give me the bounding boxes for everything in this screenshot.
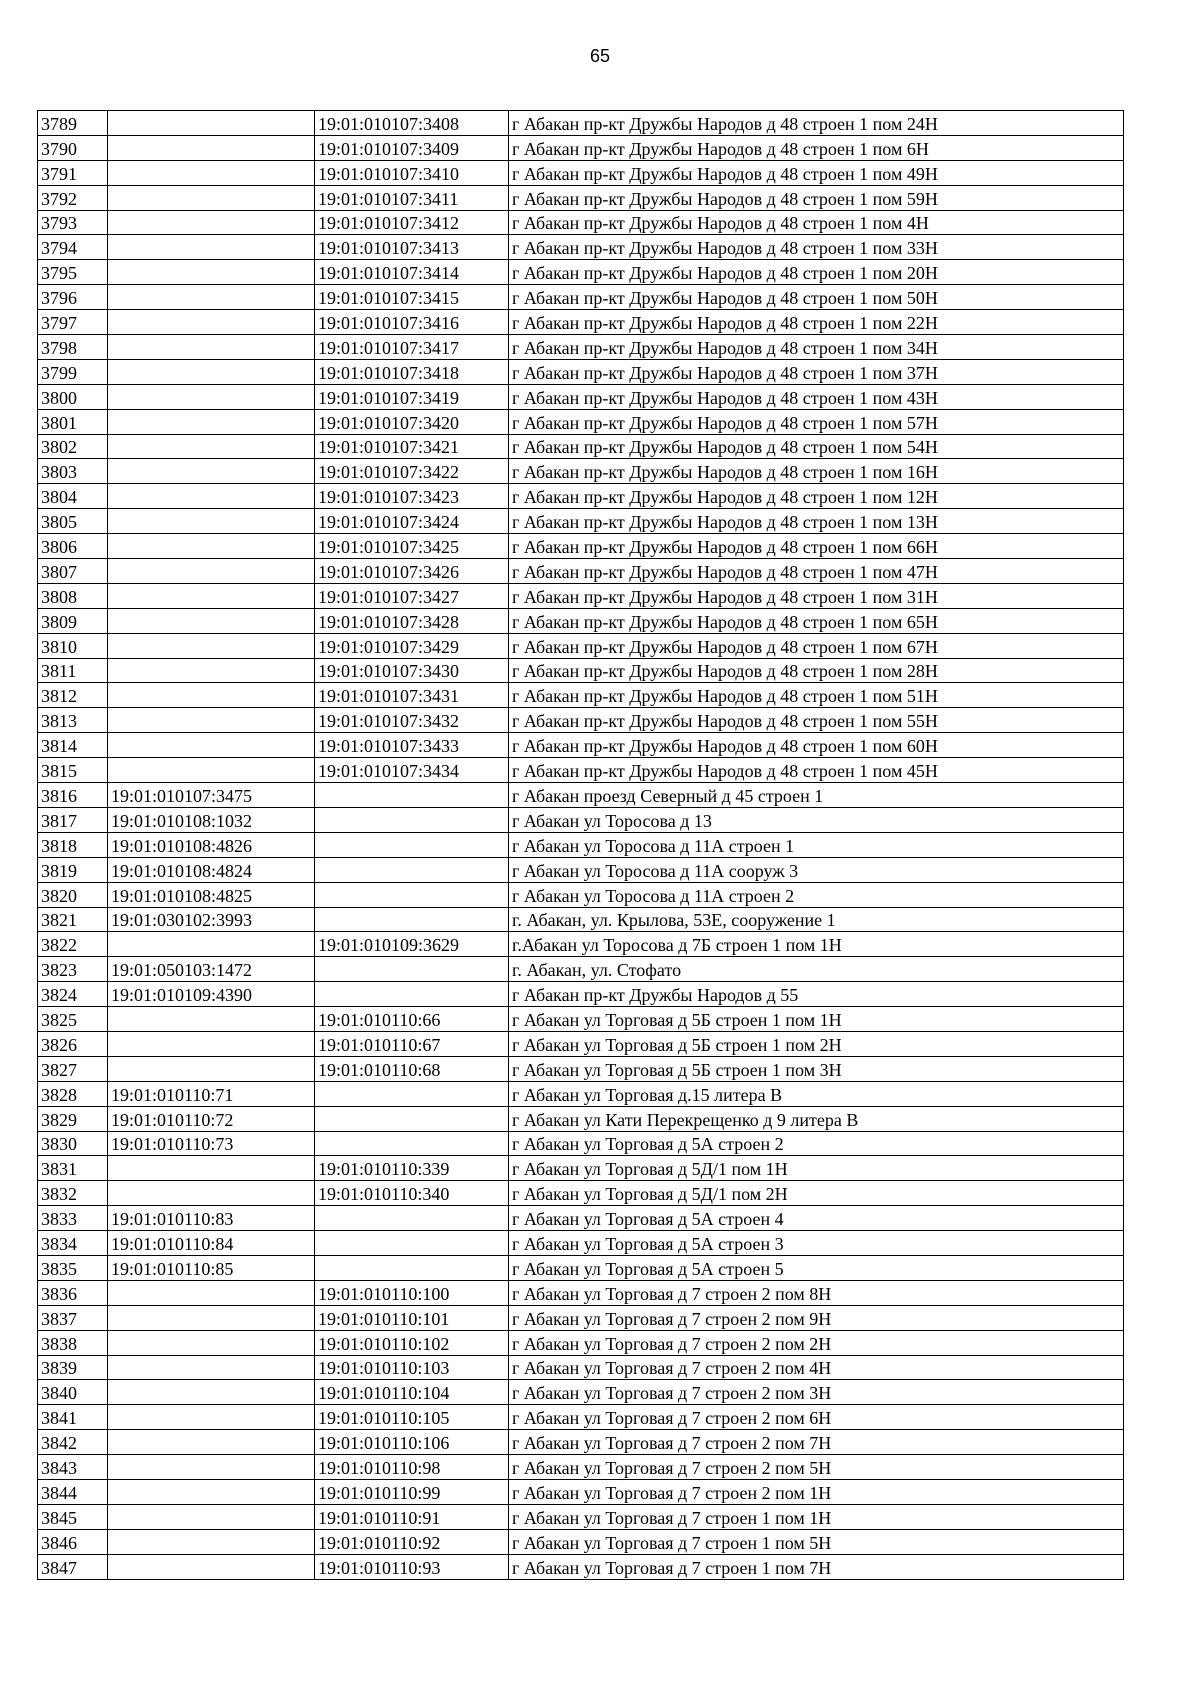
row-number-cell: 3806 <box>38 534 108 559</box>
address-cell: г Абакан ул Торговая д 5Б строен 1 пом 1Н <box>509 1007 1124 1032</box>
object-cadastral-number-cell: 19:01:010110:102 <box>315 1330 509 1355</box>
table-row <box>38 160 1124 185</box>
row-number-cell: 3814 <box>38 733 108 758</box>
object-cadastral-number-cell: 19:01:010107:3412 <box>315 210 509 235</box>
row-number-cell: 3811 <box>38 658 108 683</box>
land-cadastral-number-cell <box>108 1554 315 1579</box>
table-row <box>38 1106 1124 1131</box>
object-cadastral-number-cell <box>315 1131 509 1156</box>
object-cadastral-number-cell <box>315 1081 509 1106</box>
row-number-cell: 3807 <box>38 559 108 584</box>
land-cadastral-number-cell <box>108 708 315 733</box>
table-row <box>38 185 1124 210</box>
row-number-cell: 3801 <box>38 409 108 434</box>
address-cell: г Абакан пр-кт Дружбы Народов д 48 строен 1 пом 22Н <box>509 310 1124 335</box>
object-cadastral-number-cell <box>315 1206 509 1231</box>
row-number-cell: 3843 <box>38 1455 108 1480</box>
land-cadastral-number-cell <box>108 1479 315 1504</box>
land-cadastral-number-cell <box>108 1280 315 1305</box>
object-cadastral-number-cell: 19:01:010107:3415 <box>315 285 509 310</box>
address-cell: г Абакан пр-кт Дружбы Народов д 48 строен 1 пом 67Н <box>509 633 1124 658</box>
object-cadastral-number-cell: 19:01:010107:3421 <box>315 434 509 459</box>
page-number: 65 <box>589 46 611 66</box>
row-number-cell: 3838 <box>38 1330 108 1355</box>
row-number-cell: 3846 <box>38 1529 108 1554</box>
table-row <box>38 1156 1124 1181</box>
land-cadastral-number-cell: 19:01:010108:4826 <box>108 832 315 857</box>
row-number-cell: 3803 <box>38 459 108 484</box>
object-cadastral-number-cell: 19:01:010110:91 <box>315 1504 509 1529</box>
object-cadastral-number-cell <box>315 1106 509 1131</box>
land-cadastral-number-cell <box>108 484 315 509</box>
land-cadastral-number-cell: 19:01:010110:71 <box>108 1081 315 1106</box>
row-number-cell: 3798 <box>38 335 108 360</box>
row-number-cell: 3825 <box>38 1007 108 1032</box>
table-row <box>38 384 1124 409</box>
land-cadastral-number-cell <box>108 559 315 584</box>
object-cadastral-number-cell: 19:01:010107:3432 <box>315 708 509 733</box>
row-number-cell: 3832 <box>38 1181 108 1206</box>
land-cadastral-number-cell <box>108 1031 315 1056</box>
row-number-cell: 3821 <box>38 907 108 932</box>
address-cell: г Абакан ул Торговая д 7 строен 2 пом 2Н <box>509 1330 1124 1355</box>
land-cadastral-number-cell <box>108 285 315 310</box>
address-cell: г Абакан ул Торосова д 11А сооруж 3 <box>509 857 1124 882</box>
object-cadastral-number-cell: 19:01:010107:3426 <box>315 559 509 584</box>
land-cadastral-number-cell <box>108 1355 315 1380</box>
row-number-cell: 3826 <box>38 1031 108 1056</box>
address-cell: г Абакан пр-кт Дружбы Народов д 48 строен 1 пом 31Н <box>509 583 1124 608</box>
row-number-cell: 3796 <box>38 285 108 310</box>
object-cadastral-number-cell: 19:01:010109:3629 <box>315 932 509 957</box>
table-row <box>38 484 1124 509</box>
land-cadastral-number-cell <box>108 658 315 683</box>
object-cadastral-number-cell <box>315 783 509 808</box>
object-cadastral-number-cell: 19:01:010107:3431 <box>315 683 509 708</box>
row-number-cell: 3804 <box>38 484 108 509</box>
address-cell: г Абакан пр-кт Дружбы Народов д 48 строен 1 пом 49Н <box>509 160 1124 185</box>
row-number-cell: 3822 <box>38 932 108 957</box>
table-row <box>38 857 1124 882</box>
address-cell: г Абакан пр-кт Дружбы Народов д 48 строен 1 пом 66Н <box>509 534 1124 559</box>
table-row <box>38 135 1124 160</box>
row-number-cell: 3847 <box>38 1554 108 1579</box>
object-cadastral-number-cell: 19:01:010110:68 <box>315 1056 509 1081</box>
land-cadastral-number-cell <box>108 210 315 235</box>
object-cadastral-number-cell <box>315 957 509 982</box>
address-cell: г Абакан пр-кт Дружбы Народов д 48 строен 1 пом 37Н <box>509 359 1124 384</box>
table-row <box>38 310 1124 335</box>
address-cell: г Абакан ул Торговая д 5Б строен 1 пом 2Н <box>509 1031 1124 1056</box>
address-cell: г Абакан пр-кт Дружбы Народов д 48 строен 1 пом 50Н <box>509 285 1124 310</box>
address-cell: г.Абакан ул Торосова д 7Б строен 1 пом 1Н <box>509 932 1124 957</box>
address-cell: г Абакан ул Торговая д 7 строен 2 пом 9Н <box>509 1305 1124 1330</box>
land-cadastral-number-cell <box>108 1330 315 1355</box>
address-cell: г Абакан ул Торговая д 7 строен 2 пом 3Н <box>509 1380 1124 1405</box>
object-cadastral-number-cell: 19:01:010107:3433 <box>315 733 509 758</box>
land-cadastral-number-cell <box>108 185 315 210</box>
land-cadastral-number-cell <box>108 583 315 608</box>
row-number-cell: 3840 <box>38 1380 108 1405</box>
object-cadastral-number-cell <box>315 1231 509 1256</box>
land-cadastral-number-cell: 19:01:010107:3475 <box>108 783 315 808</box>
land-cadastral-number-cell <box>108 1156 315 1181</box>
registry-table <box>37 110 1124 1580</box>
table-row <box>38 509 1124 534</box>
table-row <box>38 608 1124 633</box>
table-row <box>38 1206 1124 1231</box>
table-row <box>38 1554 1124 1579</box>
object-cadastral-number-cell: 19:01:010107:3418 <box>315 359 509 384</box>
row-number-cell: 3823 <box>38 957 108 982</box>
object-cadastral-number-cell <box>315 807 509 832</box>
row-number-cell: 3810 <box>38 633 108 658</box>
object-cadastral-number-cell: 19:01:010110:66 <box>315 1007 509 1032</box>
object-cadastral-number-cell <box>315 857 509 882</box>
row-number-cell: 3789 <box>38 111 108 136</box>
table-row <box>38 1455 1124 1480</box>
table-row <box>38 783 1124 808</box>
land-cadastral-number-cell <box>108 1405 315 1430</box>
object-cadastral-number-cell: 19:01:010110:99 <box>315 1479 509 1504</box>
address-cell: г Абакан пр-кт Дружбы Народов д 48 строен 1 пом 47Н <box>509 559 1124 584</box>
address-cell: г Абакан ул Торговая д 5А строен 5 <box>509 1255 1124 1280</box>
land-cadastral-number-cell <box>108 608 315 633</box>
address-cell: г Абакан пр-кт Дружбы Народов д 48 строен 1 пом 12Н <box>509 484 1124 509</box>
table-row <box>38 1131 1124 1156</box>
row-number-cell: 3829 <box>38 1106 108 1131</box>
table-row <box>38 335 1124 360</box>
address-cell: г Абакан пр-кт Дружбы Народов д 48 строен 1 пом 33Н <box>509 235 1124 260</box>
land-cadastral-number-cell <box>108 509 315 534</box>
table-row <box>38 559 1124 584</box>
row-number-cell: 3818 <box>38 832 108 857</box>
address-cell: г Абакан ул Торговая д 5А строен 4 <box>509 1206 1124 1231</box>
object-cadastral-number-cell: 19:01:010107:3423 <box>315 484 509 509</box>
address-cell: г Абакан пр-кт Дружбы Народов д 55 <box>509 982 1124 1007</box>
table-row <box>38 111 1124 136</box>
table-row <box>38 683 1124 708</box>
address-cell: г Абакан пр-кт Дружбы Народов д 48 строен 1 пом 24Н <box>509 111 1124 136</box>
address-cell: г Абакан пр-кт Дружбы Народов д 48 строен 1 пом 43Н <box>509 384 1124 409</box>
object-cadastral-number-cell: 19:01:010107:3410 <box>315 160 509 185</box>
table-row <box>38 982 1124 1007</box>
land-cadastral-number-cell <box>108 459 315 484</box>
object-cadastral-number-cell <box>315 832 509 857</box>
object-cadastral-number-cell: 19:01:010107:3424 <box>315 509 509 534</box>
object-cadastral-number-cell: 19:01:010110:101 <box>315 1305 509 1330</box>
row-number-cell: 3833 <box>38 1206 108 1231</box>
object-cadastral-number-cell: 19:01:010110:105 <box>315 1405 509 1430</box>
address-cell: г Абакан ул Торговая д.15 литера В <box>509 1081 1124 1106</box>
row-number-cell: 3793 <box>38 210 108 235</box>
land-cadastral-number-cell: 19:01:010108:4825 <box>108 882 315 907</box>
table-row <box>38 1529 1124 1554</box>
land-cadastral-number-cell <box>108 758 315 783</box>
address-cell: г Абакан ул Торговая д 5А строен 2 <box>509 1131 1124 1156</box>
land-cadastral-number-cell <box>108 683 315 708</box>
object-cadastral-number-cell: 19:01:010110:103 <box>315 1355 509 1380</box>
table-row <box>38 1330 1124 1355</box>
object-cadastral-number-cell: 19:01:010107:3414 <box>315 260 509 285</box>
row-number-cell: 3800 <box>38 384 108 409</box>
object-cadastral-number-cell: 19:01:010107:3417 <box>315 335 509 360</box>
address-cell: г Абакан ул Торговая д 5Д/1 пом 1Н <box>509 1156 1124 1181</box>
object-cadastral-number-cell: 19:01:010107:3425 <box>315 534 509 559</box>
land-cadastral-number-cell: 19:01:010110:73 <box>108 1131 315 1156</box>
address-cell: г Абакан пр-кт Дружбы Народов д 48 строен 1 пом 13Н <box>509 509 1124 534</box>
table-row <box>38 409 1124 434</box>
row-number-cell: 3813 <box>38 708 108 733</box>
row-number-cell: 3819 <box>38 857 108 882</box>
object-cadastral-number-cell: 19:01:010110:104 <box>315 1380 509 1405</box>
address-cell: г Абакан ул Торговая д 7 строен 2 пом 4Н <box>509 1355 1124 1380</box>
land-cadastral-number-cell <box>108 359 315 384</box>
table-row <box>38 285 1124 310</box>
row-number-cell: 3820 <box>38 882 108 907</box>
row-number-cell: 3830 <box>38 1131 108 1156</box>
row-number-cell: 3799 <box>38 359 108 384</box>
address-cell: г Абакан пр-кт Дружбы Народов д 48 строен 1 пом 54Н <box>509 434 1124 459</box>
table-row <box>38 534 1124 559</box>
object-cadastral-number-cell: 19:01:010110:98 <box>315 1455 509 1480</box>
row-number-cell: 3836 <box>38 1280 108 1305</box>
address-cell: г Абакан ул Торговая д 5А строен 3 <box>509 1231 1124 1256</box>
table-row <box>38 1380 1124 1405</box>
address-cell: г Абакан ул Торговая д 7 строен 1 пом 1Н <box>509 1504 1124 1529</box>
table-row <box>38 459 1124 484</box>
row-number-cell: 3839 <box>38 1355 108 1380</box>
address-cell: г Абакан ул Торговая д 5Б строен 1 пом 3Н <box>509 1056 1124 1081</box>
land-cadastral-number-cell <box>108 1430 315 1455</box>
land-cadastral-number-cell: 19:01:010110:84 <box>108 1231 315 1256</box>
land-cadastral-number-cell <box>108 135 315 160</box>
table-row <box>38 1181 1124 1206</box>
object-cadastral-number-cell: 19:01:010107:3408 <box>315 111 509 136</box>
row-number-cell: 3845 <box>38 1504 108 1529</box>
row-number-cell: 3790 <box>38 135 108 160</box>
land-cadastral-number-cell <box>108 534 315 559</box>
row-number-cell: 3816 <box>38 783 108 808</box>
land-cadastral-number-cell <box>108 1007 315 1032</box>
object-cadastral-number-cell: 19:01:010110:92 <box>315 1529 509 1554</box>
object-cadastral-number-cell: 19:01:010107:3409 <box>315 135 509 160</box>
table-row <box>38 658 1124 683</box>
address-cell: г Абакан ул Торговая д 7 строен 2 пом 5Н <box>509 1455 1124 1480</box>
land-cadastral-number-cell <box>108 1181 315 1206</box>
table-row <box>38 733 1124 758</box>
object-cadastral-number-cell: 19:01:010110:339 <box>315 1156 509 1181</box>
row-number-cell: 3805 <box>38 509 108 534</box>
object-cadastral-number-cell: 19:01:010107:3430 <box>315 658 509 683</box>
row-number-cell: 3797 <box>38 310 108 335</box>
table-row <box>38 907 1124 932</box>
land-cadastral-number-cell <box>108 1380 315 1405</box>
object-cadastral-number-cell: 19:01:010107:3419 <box>315 384 509 409</box>
row-number-cell: 3842 <box>38 1430 108 1455</box>
row-number-cell: 3831 <box>38 1156 108 1181</box>
row-number-cell: 3817 <box>38 807 108 832</box>
land-cadastral-number-cell <box>108 1529 315 1554</box>
row-number-cell: 3824 <box>38 982 108 1007</box>
row-number-cell: 3812 <box>38 683 108 708</box>
address-cell: г. Абакан, ул. Стофато <box>509 957 1124 982</box>
land-cadastral-number-cell <box>108 409 315 434</box>
address-cell: г Абакан ул Торосова д 11А строен 1 <box>509 832 1124 857</box>
address-cell: г Абакан пр-кт Дружбы Народов д 48 строен 1 пом 57Н <box>509 409 1124 434</box>
object-cadastral-number-cell <box>315 882 509 907</box>
table-row <box>38 882 1124 907</box>
table-row <box>38 359 1124 384</box>
object-cadastral-number-cell: 19:01:010107:3413 <box>315 235 509 260</box>
land-cadastral-number-cell <box>108 335 315 360</box>
land-cadastral-number-cell <box>108 1305 315 1330</box>
land-cadastral-number-cell: 19:01:010108:4824 <box>108 857 315 882</box>
land-cadastral-number-cell <box>108 1056 315 1081</box>
land-cadastral-number-cell <box>108 160 315 185</box>
row-number-cell: 3792 <box>38 185 108 210</box>
address-cell: г Абакан ул Торосова д 13 <box>509 807 1124 832</box>
object-cadastral-number-cell: 19:01:010110:106 <box>315 1430 509 1455</box>
address-cell: г Абакан пр-кт Дружбы Народов д 48 строен 1 пом 65Н <box>509 608 1124 633</box>
table-row <box>38 708 1124 733</box>
row-number-cell: 3794 <box>38 235 108 260</box>
object-cadastral-number-cell <box>315 1255 509 1280</box>
row-number-cell: 3834 <box>38 1231 108 1256</box>
land-cadastral-number-cell: 19:01:050103:1472 <box>108 957 315 982</box>
table-row <box>38 260 1124 285</box>
table-row <box>38 1231 1124 1256</box>
table-row <box>38 1305 1124 1330</box>
object-cadastral-number-cell: 19:01:010107:3434 <box>315 758 509 783</box>
row-number-cell: 3795 <box>38 260 108 285</box>
address-cell: г Абакан пр-кт Дружбы Народов д 48 строен 1 пом 59Н <box>509 185 1124 210</box>
table-row <box>38 1056 1124 1081</box>
land-cadastral-number-cell <box>108 384 315 409</box>
land-cadastral-number-cell <box>108 260 315 285</box>
row-number-cell: 3844 <box>38 1479 108 1504</box>
address-cell: г Абакан ул Торговая д 7 строен 1 пом 5Н <box>509 1529 1124 1554</box>
object-cadastral-number-cell <box>315 907 509 932</box>
address-cell: г Абакан ул Кати Перекрещенко д 9 литера В <box>509 1106 1124 1131</box>
address-cell: г. Абакан, ул. Крылова, 53Е, сооружение 1 <box>509 907 1124 932</box>
table-row <box>38 758 1124 783</box>
land-cadastral-number-cell: 19:01:010110:85 <box>108 1255 315 1280</box>
address-cell: г Абакан ул Торговая д 7 строен 2 пом 7Н <box>509 1430 1124 1455</box>
table-row <box>38 235 1124 260</box>
table-row <box>38 583 1124 608</box>
object-cadastral-number-cell: 19:01:010107:3420 <box>315 409 509 434</box>
row-number-cell: 3827 <box>38 1056 108 1081</box>
address-cell: г Абакан пр-кт Дружбы Народов д 48 строен 1 пом 60Н <box>509 733 1124 758</box>
address-cell: г Абакан ул Торосова д 11А строен 2 <box>509 882 1124 907</box>
land-cadastral-number-cell: 19:01:010109:4390 <box>108 982 315 1007</box>
table-row <box>38 434 1124 459</box>
land-cadastral-number-cell <box>108 733 315 758</box>
object-cadastral-number-cell: 19:01:010110:93 <box>315 1554 509 1579</box>
table-row <box>38 832 1124 857</box>
address-cell: г Абакан пр-кт Дружбы Народов д 48 строен 1 пом 55Н <box>509 708 1124 733</box>
address-cell: г Абакан пр-кт Дружбы Народов д 48 строен 1 пом 34Н <box>509 335 1124 360</box>
table-row <box>38 1007 1124 1032</box>
object-cadastral-number-cell: 19:01:010110:100 <box>315 1280 509 1305</box>
row-number-cell: 3815 <box>38 758 108 783</box>
registry-table-body <box>38 111 1124 1580</box>
land-cadastral-number-cell <box>108 633 315 658</box>
object-cadastral-number-cell: 19:01:010110:67 <box>315 1031 509 1056</box>
object-cadastral-number-cell: 19:01:010107:3427 <box>315 583 509 608</box>
address-cell: г Абакан пр-кт Дружбы Народов д 48 строен 1 пом 16Н <box>509 459 1124 484</box>
object-cadastral-number-cell: 19:01:010107:3411 <box>315 185 509 210</box>
table-row <box>38 1405 1124 1430</box>
table-row <box>38 932 1124 957</box>
land-cadastral-number-cell: 19:01:010110:72 <box>108 1106 315 1131</box>
row-number-cell: 3835 <box>38 1255 108 1280</box>
object-cadastral-number-cell: 19:01:010107:3416 <box>315 310 509 335</box>
object-cadastral-number-cell <box>315 982 509 1007</box>
land-cadastral-number-cell <box>108 1455 315 1480</box>
address-cell: г Абакан ул Торговая д 7 строен 2 пом 6Н <box>509 1405 1124 1430</box>
table-row <box>38 807 1124 832</box>
row-number-cell: 3791 <box>38 160 108 185</box>
land-cadastral-number-cell: 19:01:010108:1032 <box>108 807 315 832</box>
table-row <box>38 633 1124 658</box>
table-row <box>38 1280 1124 1305</box>
address-cell: г Абакан пр-кт Дружбы Народов д 48 строен 1 пом 45Н <box>509 758 1124 783</box>
land-cadastral-number-cell <box>108 434 315 459</box>
table-row <box>38 1479 1124 1504</box>
object-cadastral-number-cell: 19:01:010110:340 <box>315 1181 509 1206</box>
row-number-cell: 3841 <box>38 1405 108 1430</box>
address-cell: г Абакан проезд Северный д 45 строен 1 <box>509 783 1124 808</box>
address-cell: г Абакан ул Торговая д 5Д/1 пом 2Н <box>509 1181 1124 1206</box>
table-row <box>38 210 1124 235</box>
table-row <box>38 1031 1124 1056</box>
table-row <box>38 1255 1124 1280</box>
land-cadastral-number-cell <box>108 1504 315 1529</box>
land-cadastral-number-cell <box>108 235 315 260</box>
address-cell: г Абакан пр-кт Дружбы Народов д 48 строен 1 пом 6Н <box>509 135 1124 160</box>
address-cell: г Абакан пр-кт Дружбы Народов д 48 строен 1 пом 20Н <box>509 260 1124 285</box>
table-row <box>38 1430 1124 1455</box>
land-cadastral-number-cell <box>108 932 315 957</box>
land-cadastral-number-cell: 19:01:010110:83 <box>108 1206 315 1231</box>
table-row <box>38 1081 1124 1106</box>
land-cadastral-number-cell <box>108 310 315 335</box>
row-number-cell: 3809 <box>38 608 108 633</box>
address-cell: г Абакан ул Торговая д 7 строен 1 пом 7Н <box>509 1554 1124 1579</box>
table-row <box>38 1504 1124 1529</box>
table-row <box>38 957 1124 982</box>
table-row <box>38 1355 1124 1380</box>
row-number-cell: 3828 <box>38 1081 108 1106</box>
land-cadastral-number-cell: 19:01:030102:3993 <box>108 907 315 932</box>
land-cadastral-number-cell <box>108 111 315 136</box>
row-number-cell: 3802 <box>38 434 108 459</box>
object-cadastral-number-cell: 19:01:010107:3429 <box>315 633 509 658</box>
address-cell: г Абакан ул Торговая д 7 строен 2 пом 1Н <box>509 1479 1124 1504</box>
address-cell: г Абакан пр-кт Дружбы Народов д 48 строен 1 пом 51Н <box>509 683 1124 708</box>
address-cell: г Абакан пр-кт Дружбы Народов д 48 строен 1 пом 4Н <box>509 210 1124 235</box>
row-number-cell: 3808 <box>38 583 108 608</box>
address-cell: г Абакан ул Торговая д 7 строен 2 пом 8Н <box>509 1280 1124 1305</box>
object-cadastral-number-cell: 19:01:010107:3428 <box>315 608 509 633</box>
address-cell: г Абакан пр-кт Дружбы Народов д 48 строен 1 пом 28Н <box>509 658 1124 683</box>
object-cadastral-number-cell: 19:01:010107:3422 <box>315 459 509 484</box>
row-number-cell: 3837 <box>38 1305 108 1330</box>
